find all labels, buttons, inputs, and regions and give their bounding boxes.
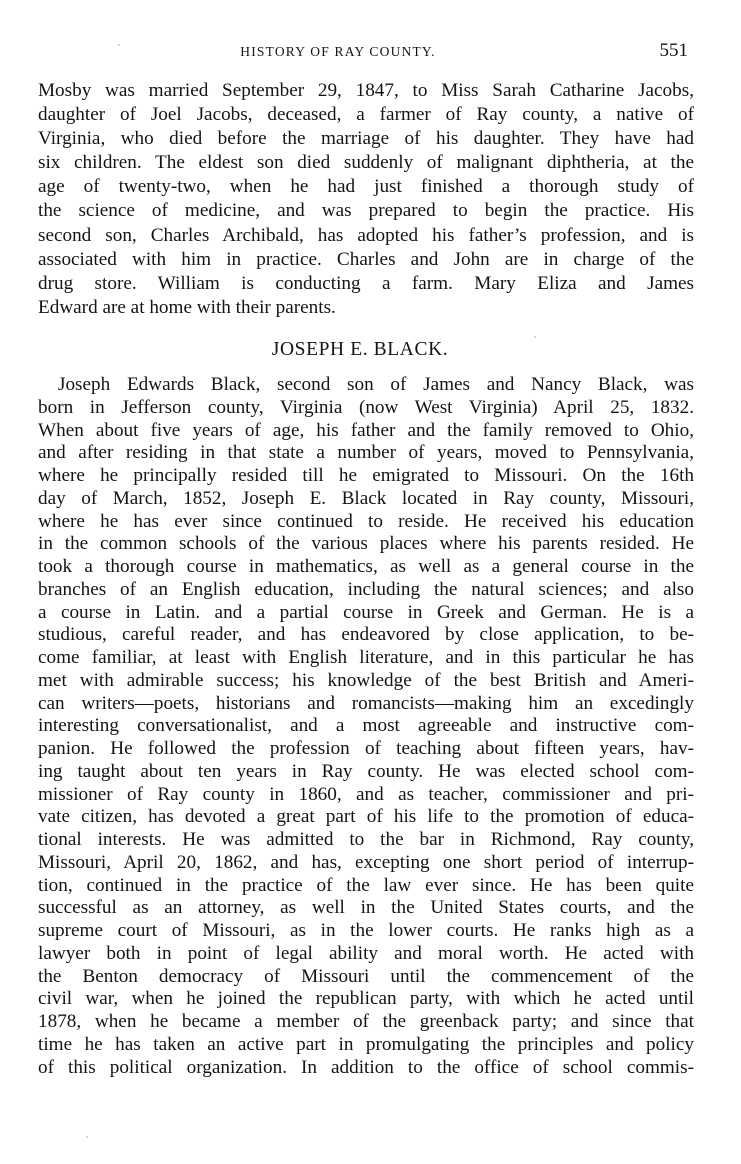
text-line: drug store. William is conducting a farm. Mary Eliza and James xyxy=(38,272,694,294)
paragraph-joseph-black-biography xyxy=(38,374,694,1079)
paragraph-mosby-family xyxy=(38,79,694,320)
text-line: daughter of Joel Jacobs, deceased, a farmer of Ray county, a native of xyxy=(38,104,694,126)
text-line: Missouri, April 20, 1862, and has, excepting one short period of interrup- xyxy=(38,851,694,873)
page-number: 551 xyxy=(659,40,688,61)
paper-speck xyxy=(86,1136,88,1138)
text-line: took a thorough course in mathematics, as well as a general course in the xyxy=(38,556,694,577)
text-line: tion, continued in the practice of the law ever since. He has been quite xyxy=(38,874,694,896)
text-line: day of March, 1852, Joseph E. Black located in Ray county, Missouri, xyxy=(38,487,694,509)
text-line: of this political organization. In addition to the office of school commis- xyxy=(38,1056,694,1078)
text-line: and after residing in that state a number of years, moved to Pennsylvania, xyxy=(38,442,694,464)
running-head xyxy=(38,42,694,62)
text-line: successful as an attorney, as well in the United States courts, and the xyxy=(38,897,694,919)
running-head-title-text: HISTORY OF RAY COUNTY. xyxy=(240,44,436,59)
text-line: Virginia, who died before the marriage of his daughter. They have had xyxy=(38,128,694,150)
text-line: Edward are at home with their parents. xyxy=(38,296,336,318)
text-line: ing taught about ten years in Ray county. He was elected school com- xyxy=(38,760,694,782)
text-line: civil war, when he joined the republican party, with which he acted until xyxy=(38,988,694,1010)
text-line: studious, careful reader, and has endeavored by close application, to be- xyxy=(38,624,694,646)
text-line: tional interests. He was admitted to the bar in Richmond, Ray county, xyxy=(38,829,694,850)
text-line: age of twenty-two, when he had just finished a thorough study of xyxy=(38,176,694,198)
text-line: When about five years of age, his father and the family removed to Ohio, xyxy=(38,419,694,441)
text-line: come familiar, at least with English literature, and in this particular he has xyxy=(38,647,694,668)
text-line: Joseph Edwards Black, second son of James and Nancy Black, was xyxy=(58,374,694,395)
text-line: a course in Latin. and a partial course in Greek and German. He is a xyxy=(38,601,694,623)
text-line: second son, Charles Archibald, has adopted his father’s profession, and is xyxy=(38,224,694,246)
text-line: 1878, when he became a member of the greenback party; and since that xyxy=(38,1011,694,1032)
text-line: panion. He followed the profession of teaching about fifteen years, hav- xyxy=(38,738,694,759)
paper-speck xyxy=(534,336,536,338)
text-line: in the common schools of the various places where his parents resided. He xyxy=(38,533,694,555)
text-line: interesting conversationalist, and a most agreeable and instructive com- xyxy=(38,715,694,737)
text-line: the science of medicine, and was prepared to begin the practice. His xyxy=(38,200,694,222)
section-heading-text: JOSEPH E. BLACK. xyxy=(271,339,449,360)
text-line: six children. The eldest son died suddenly of malignant diphtheria, at the xyxy=(38,152,694,174)
text-line: can writers—poets, historians and romancists—making him an excedingly xyxy=(38,692,694,714)
text-line: branches of an English education, including the natural sciences; and also xyxy=(38,578,694,600)
text-line: missioner of Ray county in 1860, and as teacher, commissioner and pri- xyxy=(38,783,694,805)
text-line: the Benton democracy of Missouri until the commencement of the xyxy=(38,965,694,987)
paper-speck xyxy=(118,44,120,46)
text-line: Mosby was married September 29, 1847, to Miss Sarah Catharine Jacobs, xyxy=(38,80,694,101)
text-line: time he has taken an active part in promulgating the principles and policy xyxy=(38,1033,694,1055)
text-line: lawyer both in point of legal ability and moral worth. He acted with xyxy=(38,942,694,964)
text-line: associated with him in practice. Charles and John are in charge of the xyxy=(38,248,694,270)
text-line: where he principally resided till he emigrated to Missouri. On the 16th xyxy=(38,465,694,486)
section-heading xyxy=(38,339,694,361)
text-line: met with admirable success; his knowledge of the best British and Ameri- xyxy=(38,669,694,691)
text-line: where he has ever since continued to reside. He received his education xyxy=(38,510,694,532)
text-line: vate citizen, has devoted a great part of his life to the promotion of educa- xyxy=(38,806,694,828)
text-line: supreme court of Missouri, as in the lower courts. He ranks high as a xyxy=(38,920,694,941)
text-line: born in Jefferson county, Virginia (now West Virginia) April 25, 1832. xyxy=(38,396,694,418)
running-head-title xyxy=(38,44,694,60)
